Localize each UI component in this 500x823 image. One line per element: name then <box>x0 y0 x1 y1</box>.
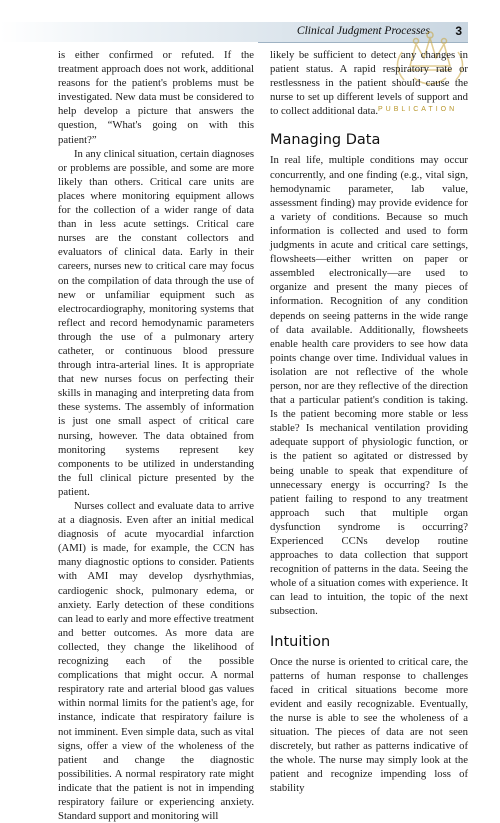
left-paragraph-3: Nurses collect and evaluate data to arrive at a diagnosis. Even after an initial medical diagnosis of acute myocardial infarction (AMI) is made, for example, the CCN has many diagnostic options to consider. Patients with AMI may develop dysrhythmias, cardiogenic shock, pulmonary edema, or anxiety. Early detection of these conditions can lead to early and more effective treatment and better outcomes. As more data are collected, they change the likelihood of recognizing each of the possible complications that might occur. A normal respiratory rate and arterial blood gas values within normal limits for the patient's age, for instance, indicate that respiratory failure is not imminent. Even simple data, such as vital signs, offer a view of the wholeness of the patient and change the diagnostic possibilities. A normal respiratory rate might indicate that the patient is not in impending respiratory failure or experiencing anxiety. Standard support and monitoring will <box>58 500 254 823</box>
page-number: 3 <box>455 24 462 38</box>
watermark-text: PUBLICATION <box>378 106 458 113</box>
section-heading-intuition: Intuition <box>270 633 331 650</box>
running-head-title: Clinical Judgment Processes <box>296 25 430 37</box>
left-paragraph-1: is either confirmed or refuted. If the treatment approach does not work, additional reasons for the patient's problems must be investigated. New data must be considered to help develop a picture that answers the question, “What's going on with this patient?” <box>58 49 254 146</box>
section-heading-managing-data: Managing Data <box>270 132 381 149</box>
right-paragraph-continued: likely be sufficient to detect any changes in patient status. A rapid respiratory rate or restlessness in the patient should cause the nurse to set up different levels of support and to collect additional data. <box>270 49 468 118</box>
managing-data-paragraph: In real life, multiple conditions may occur concurrently, and one finding (e.g., vital sign, hemodynamic parameter, lab value, assessment finding) may provide evidence for a variety of conditions. Because so much information is collected and used to form judgments in acute and critical care settings, flowsheets—either written on paper or assembled electronically—are used to organize and present the many pieces of information. Recognition of any condition depends on seeing patterns in the wide range of data available. Additionally, flowsheets enable health care providers to see how data points change over time. Individual values in isolation are not reflective of the whole person, nor are they reflective of the direction that a particular patient's condition is taking. Is the patient becoming more stable or less stable? Is mechanical ventilation providing adequate support of physiologic function, or is the patient so agitated or distressed by being unable to speak that expenditure of unnecessary energy is occurring? Is the patient failing to respond to any treatment approach such that multiple organ dysfunction syndrome is occurring? Experienced CCNs develop routine approaches to data collection that support recognition of patterns in the data. Seeing the whole of a situation comes with experience. It can lead to intuition, the topic of the next subsection. <box>270 154 468 618</box>
intuition-paragraph: Once the nurse is oriented to critical care, the patterns of human response to challenges faced in critical situations become more evident and easily recognizable. Eventually, the nurse is able to see the wholeness of a situation. The pieces of data are not seen discretely, but rather as patterns indicative of the whole. The nurse may simply look at the patient and recognize impending loss of stability <box>270 655 468 795</box>
left-paragraph-2: In any clinical situation, certain diagnoses or problems are possible, and some are more likely than others. Critical care units are places where monitoring equipment allows for the collection of a wider range of data than in less acute settings. Critical care nurses are the constant collectors and evaluators of clinical data. Early in their careers, nurses new to critical care may focus on the compilation of data through the use of new or unfamiliar equipment such as electrocardiography, monitoring systems that reflect and record hemodynamic parameters through the use of a pulmonary artery catheter, or continuous blood pressure through intra-arterial lines. It is appropriate that new nurses focus on perfecting their skills in managing and interpreting data from these systems. The assembly of information is just one small aspect of critical care nursing, however. The data obtained from monitoring systems represent key components to be utilized in understanding the full clinical picture presented by the patient. <box>58 147 254 498</box>
right-column <box>270 48 468 796</box>
left-column <box>58 48 254 823</box>
